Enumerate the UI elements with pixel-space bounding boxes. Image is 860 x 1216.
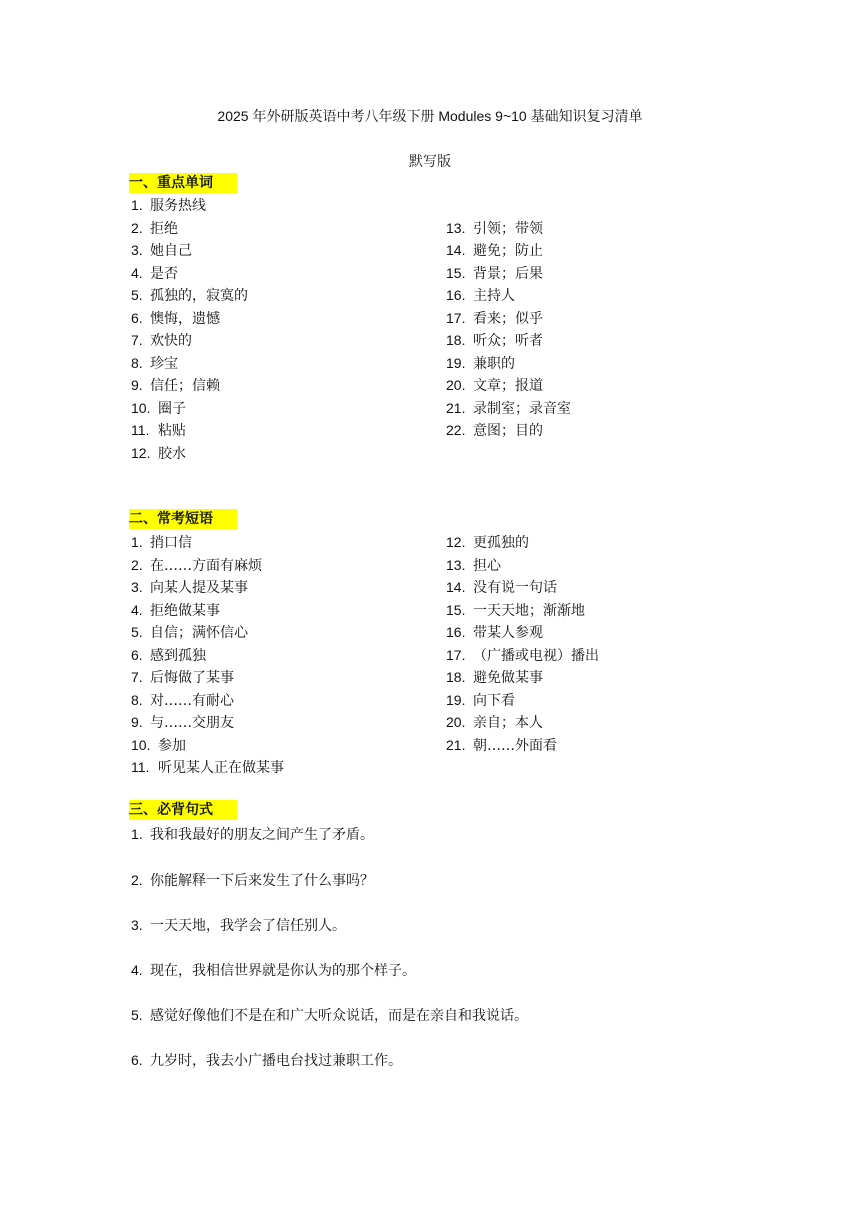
list-item: [131, 599, 284, 622]
item-number: 18.: [446, 669, 466, 685]
list-item: [446, 576, 599, 599]
item-text: 担心: [473, 557, 501, 574]
item-number: 8.: [131, 354, 143, 371]
list-item: [446, 554, 599, 577]
list-item: [131, 397, 248, 420]
item-text: 自信；满怀信心: [150, 625, 248, 641]
list-item: [446, 217, 571, 240]
item-number: 18.: [446, 332, 466, 348]
item-text: 一天天地；渐渐地: [473, 602, 585, 619]
page-title: 2025 年外研版英语中考八年级下册 Modules 9~10 基础知识复习清单: [217, 108, 643, 124]
list-item: [446, 419, 571, 442]
list-item: [131, 711, 284, 734]
item-number: 6.: [131, 1052, 143, 1068]
list-item: [446, 599, 599, 622]
item-number: 21.: [446, 399, 466, 416]
sentence-item: [131, 1050, 402, 1070]
item-text: 她自己: [150, 243, 192, 259]
item-text: 感到孤独: [150, 647, 206, 664]
item-number: 15.: [446, 601, 466, 618]
list-item: [446, 329, 571, 352]
item-number: 2.: [131, 219, 143, 236]
list-item: [446, 531, 599, 554]
list-item: [131, 734, 284, 757]
word-list-left: [131, 194, 248, 464]
list-item: [446, 711, 599, 734]
item-number: 13.: [446, 219, 466, 236]
item-text: 欢快的: [150, 333, 192, 349]
item-number: 5.: [131, 1007, 143, 1023]
item-text: 与……交朋友: [150, 715, 234, 731]
section-heading-phrases: 二、常考短语: [129, 509, 237, 529]
item-text: 懊悔，遗憾: [150, 310, 220, 327]
item-text: 信任；信赖: [150, 378, 220, 394]
sentence-item: [131, 1005, 528, 1025]
item-text: 没有说一句话: [473, 580, 557, 596]
item-text: 向下看: [473, 692, 515, 709]
item-text: 你能解释一下后来发生了什么事吗？: [150, 873, 374, 889]
item-number: 6.: [131, 646, 143, 663]
list-item: [131, 239, 248, 262]
item-text: 引领；带领: [473, 220, 543, 237]
item-text: 更孤独的: [473, 535, 529, 551]
list-item: [131, 194, 248, 217]
word-list-right: [446, 217, 571, 442]
list-item: [131, 217, 248, 240]
list-item: [446, 621, 599, 644]
list-item: [131, 284, 248, 307]
item-number: 7.: [131, 332, 143, 348]
item-number: 10.: [131, 399, 151, 416]
item-text: 听众；听者: [473, 333, 543, 349]
item-text: 亲自；本人: [473, 715, 543, 731]
list-item: [446, 239, 571, 262]
item-text: 孤独的，寂寞的: [150, 288, 248, 304]
item-text: 兼职的: [473, 355, 515, 372]
item-number: 17.: [446, 309, 466, 326]
item-number: 1.: [131, 197, 143, 213]
list-item: [131, 419, 248, 442]
item-text: 九岁时，我去小广播电台找过兼职工作。: [150, 1053, 402, 1069]
item-number: 3.: [131, 242, 143, 258]
item-number: 16.: [446, 624, 466, 640]
item-text: 看来；似乎: [473, 310, 543, 327]
list-item: [131, 689, 284, 712]
item-number: 13.: [446, 556, 466, 573]
item-text: 珍宝: [150, 355, 178, 372]
item-number: 4.: [131, 962, 143, 978]
item-number: 6.: [131, 309, 143, 326]
list-item: [131, 576, 284, 599]
item-text: 对……有耐心: [150, 692, 234, 709]
list-item: [131, 621, 284, 644]
item-number: 2.: [131, 872, 143, 888]
list-item: [131, 666, 284, 689]
item-number: 21.: [446, 736, 466, 753]
list-item: [131, 352, 248, 375]
item-text: 感觉好像他们不是在和广大听众说话，而是在亲自和我说话。: [150, 1008, 528, 1024]
item-text: 带某人参观: [473, 625, 543, 641]
item-text: 后悔做了某事: [150, 670, 234, 686]
item-number: 10.: [131, 736, 151, 753]
item-text: 是否: [150, 265, 178, 282]
item-number: 12.: [131, 444, 151, 461]
item-number: 1.: [131, 534, 143, 550]
item-text: 避免做某事: [473, 670, 543, 686]
item-number: 1.: [131, 826, 143, 842]
item-text: 现在，我相信世界就是你认为的那个样子。: [150, 963, 416, 979]
item-text: 意图；目的: [473, 423, 543, 439]
list-item: [131, 262, 248, 285]
item-number: 14.: [446, 579, 466, 595]
item-number: 14.: [446, 242, 466, 258]
item-text: 我和我最好的朋友之间产生了矛盾。: [150, 827, 374, 843]
list-item: [131, 644, 284, 667]
item-text: 主持人: [473, 288, 515, 304]
sentence-item: [131, 960, 416, 980]
list-item: [446, 397, 571, 420]
sentence-item: [131, 870, 374, 890]
item-number: 9.: [131, 377, 143, 393]
list-item: [131, 756, 284, 779]
list-item: [131, 442, 248, 465]
item-number: 16.: [446, 287, 466, 303]
item-text: 录制室；录音室: [473, 400, 571, 417]
phrase-list-right: [446, 531, 599, 756]
item-number: 12.: [446, 534, 466, 550]
item-number: 8.: [131, 691, 143, 708]
item-number: 20.: [446, 714, 466, 730]
item-number: 3.: [131, 579, 143, 595]
list-item: [446, 689, 599, 712]
item-text: 听见某人正在做某事: [158, 760, 284, 776]
item-number: 2.: [131, 556, 143, 573]
list-item: [446, 262, 571, 285]
item-number: 3.: [131, 917, 143, 933]
item-text: 圈子: [158, 400, 186, 417]
item-text: 胶水: [158, 445, 186, 462]
page-subtitle: 默写版: [409, 154, 451, 170]
item-text: 粘贴: [158, 423, 186, 439]
item-text: 服务热线: [150, 198, 206, 214]
item-text: 文章；报道: [473, 378, 543, 394]
item-text: 一天天地，我学会了信任别人。: [150, 918, 346, 934]
list-item: [446, 644, 599, 667]
list-item: [131, 329, 248, 352]
sentence-item: [131, 915, 346, 935]
phrase-list-left: [131, 531, 284, 779]
item-text: 背景；后果: [473, 265, 543, 282]
item-number: 19.: [446, 354, 466, 371]
list-item: [446, 284, 571, 307]
item-number: 5.: [131, 287, 143, 303]
list-item: [446, 666, 599, 689]
item-text: 在……方面有麻烦: [150, 557, 262, 574]
item-text: 拒绝: [150, 220, 178, 237]
item-number: 17.: [446, 646, 466, 663]
list-item: [131, 374, 248, 397]
item-number: 22.: [446, 422, 466, 438]
sentence-item: [131, 824, 374, 844]
list-item: [446, 374, 571, 397]
item-number: 15.: [446, 264, 466, 281]
item-number: 11.: [131, 422, 150, 438]
item-text: 捎口信: [150, 535, 192, 551]
list-item: [131, 531, 284, 554]
list-item: [131, 307, 248, 330]
item-number: 19.: [446, 691, 466, 708]
item-text: 参加: [158, 737, 186, 754]
list-item: [446, 352, 571, 375]
list-item: [446, 734, 599, 757]
section-heading-sentences: 三、必背句式: [129, 800, 237, 820]
item-number: 5.: [131, 624, 143, 640]
item-number: 9.: [131, 714, 143, 730]
item-text: 避免；防止: [473, 243, 543, 259]
section-heading-words: 一、重点单词: [129, 173, 237, 193]
list-item: [446, 307, 571, 330]
list-item: [131, 554, 284, 577]
item-number: 11.: [131, 759, 150, 775]
item-number: 4.: [131, 601, 143, 618]
item-number: 4.: [131, 264, 143, 281]
item-number: 7.: [131, 669, 143, 685]
item-text: 朝……外面看: [473, 737, 557, 754]
item-text: 向某人提及某事: [150, 580, 248, 596]
item-text: 拒绝做某事: [150, 602, 220, 619]
item-text: （广播或电视）播出: [473, 647, 599, 664]
item-number: 20.: [446, 377, 466, 393]
